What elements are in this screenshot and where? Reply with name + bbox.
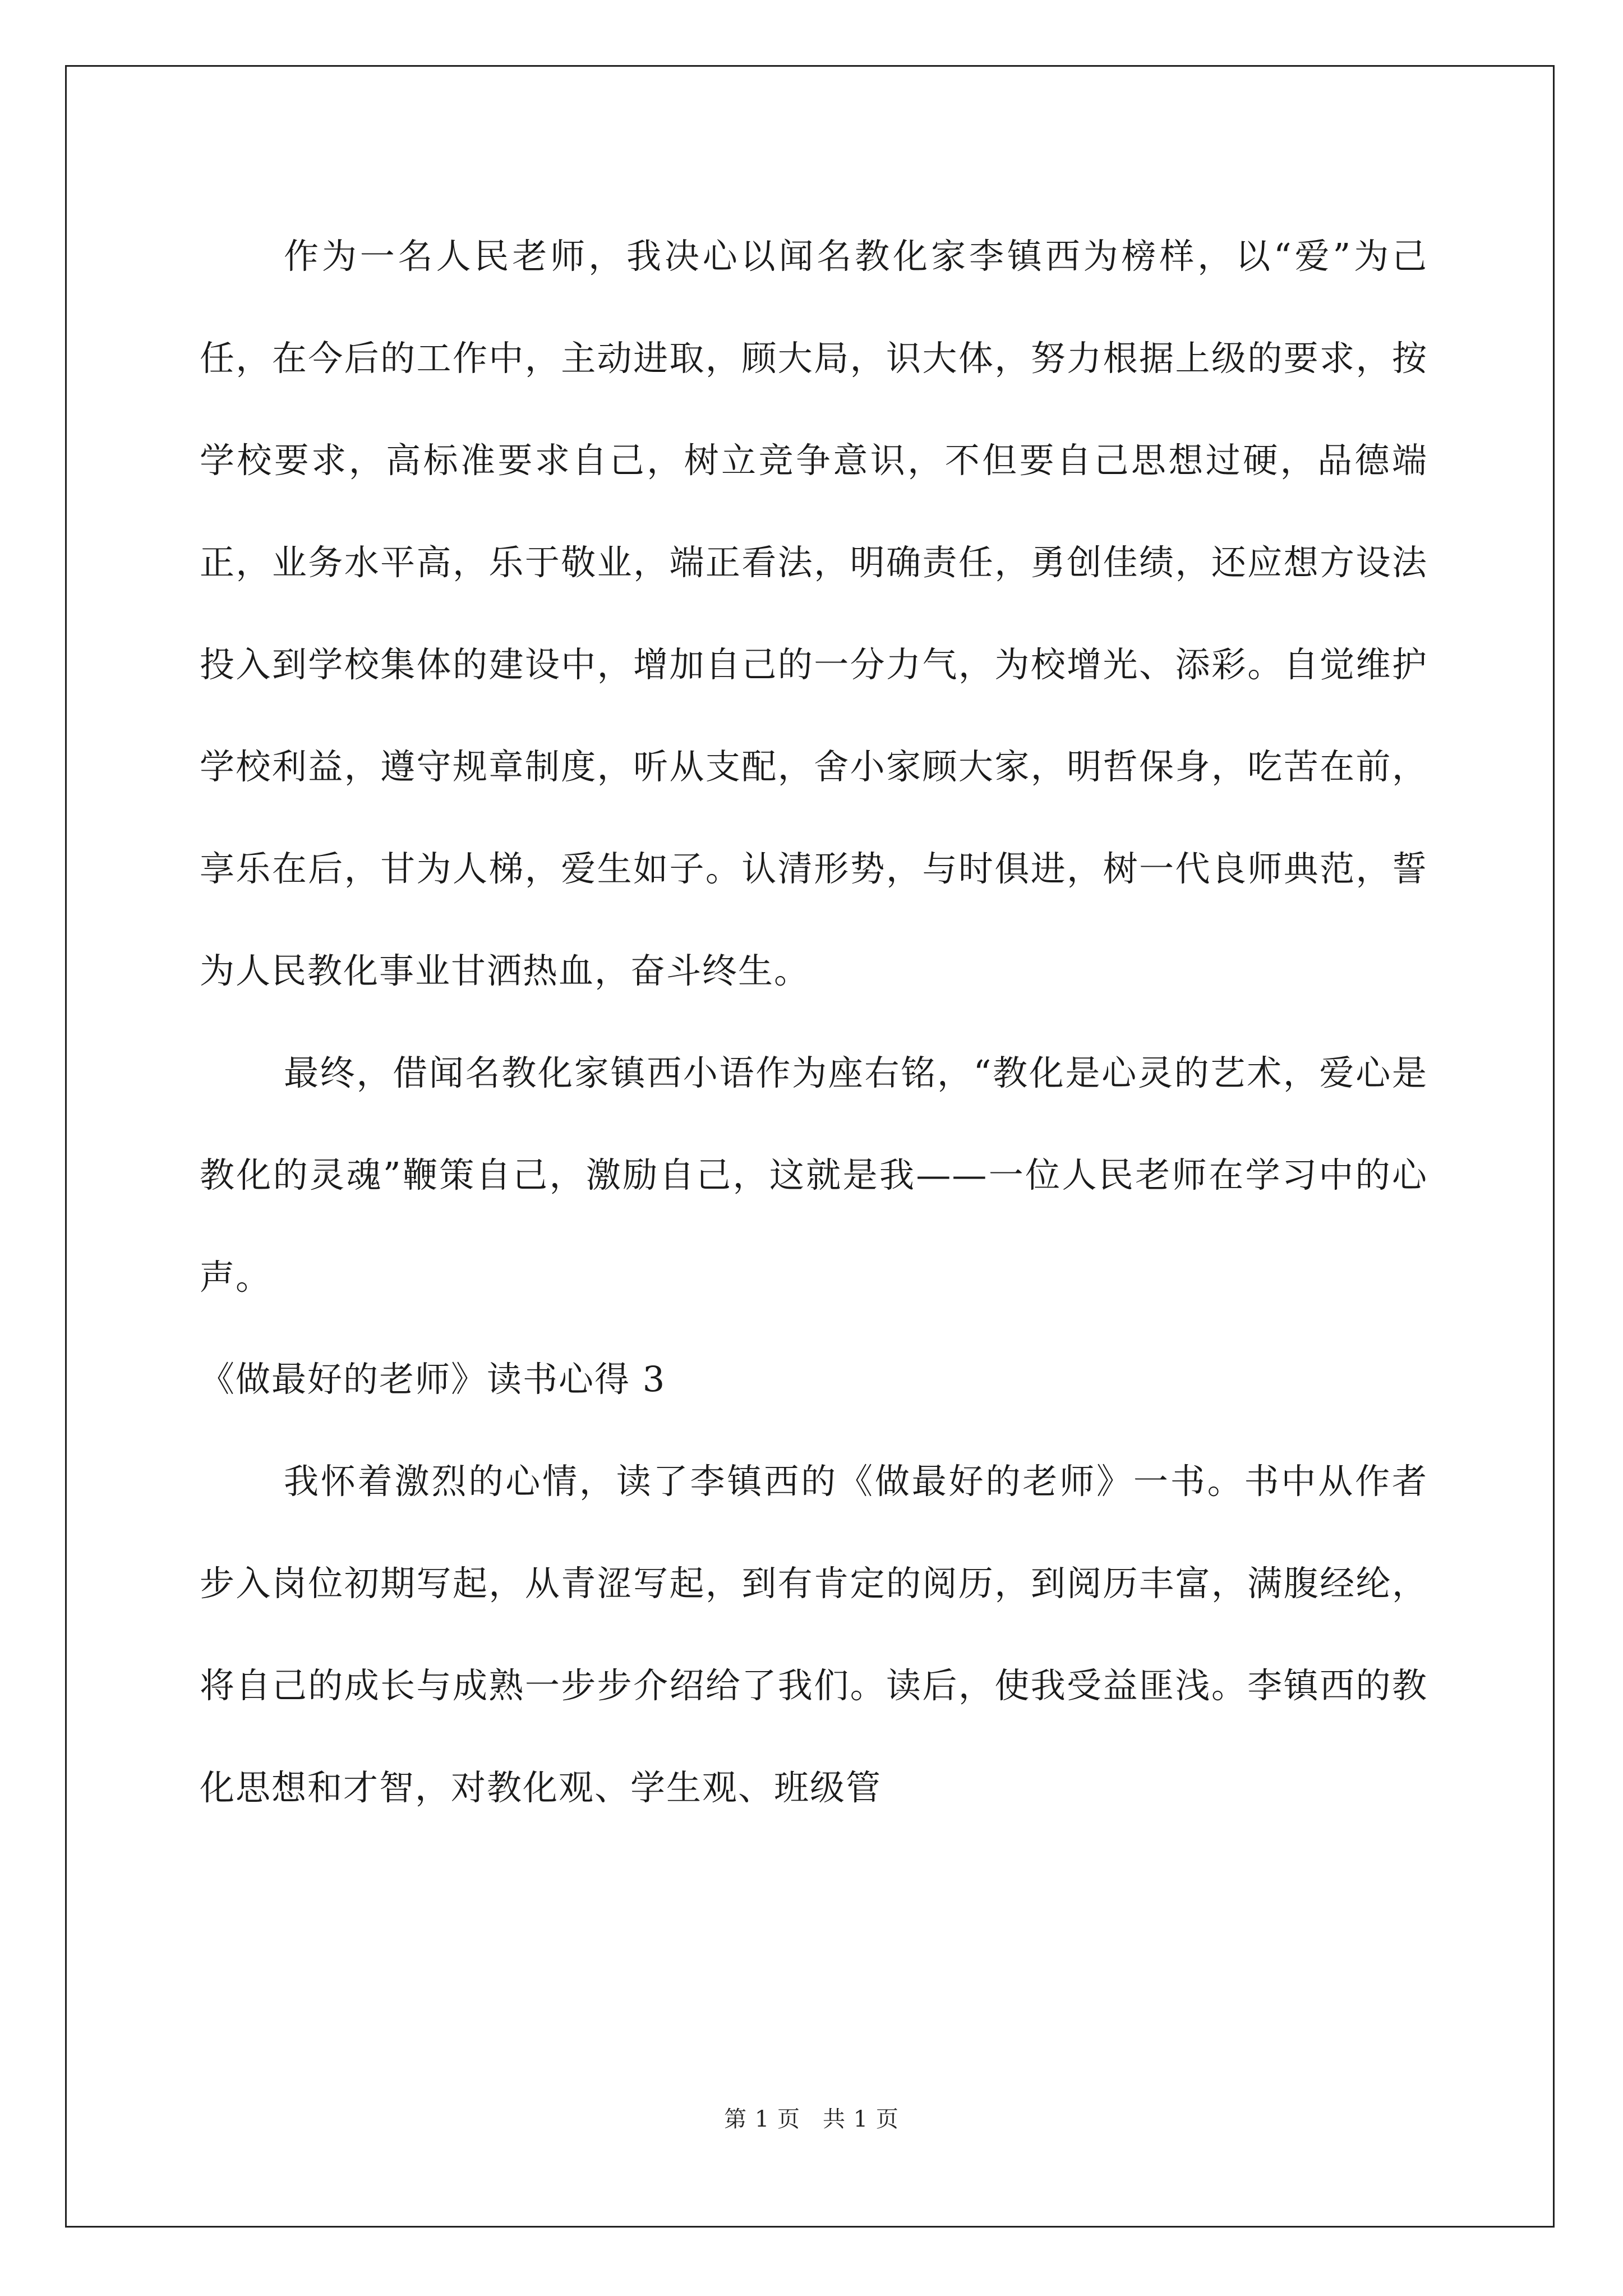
document-body (200, 205, 1428, 1839)
paragraph-2: 最终，借闻名教化家镇西小语作为座右铭，“教化是心灵的艺术，爱心是教化的灵魂”鞭策自己，激励自己，这就是我——一位人民老师在学习中的心声。 (200, 1052, 1428, 1297)
paragraph-3: 我怀着激烈的心情，读了李镇西的《做最好的老师》一书。书中从作者步入岗位初期写起，从青涩写起，到有肯定的阅历，到阅历丰富，满腹经纶，将自己的成长与成熟一步步介绍给了我们。读后，使我受益匪浅。李镇西的教化思想和才智，对教化观、学生观、班级管 (200, 1461, 1428, 1808)
section-heading: 《做最好的老师》读书心得 3 (200, 1359, 666, 1400)
paragraph-1: 作为一名人民老师，我决心以闻名教化家李镇西为榜样，以“爱”为己任，在今后的工作中，主动进取，顾大局，识大体，努力根据上级的要求，按学校要求，高标准要求自己，树立竞争意识，不但要自己思想过硬，品德端正，业务水平高，乐于敬业，端正看法，明确责任，勇创佳绩，还应想方设法投入到学校集体的建设中，增加自己的一分力气，为校增光、添彩。自觉维护学校利益，遵守规章制度，听从支配，舍小家顾大家，明哲保身，吃苦在前，享乐在后，甘为人梯，爱生如子。认清形势，与时俱进，树一代良师典范，誓为人民教化事业甘洒热血，奋斗终生。 (200, 236, 1428, 991)
page-total: 共 1 页 (823, 2106, 899, 2132)
page-number: 第 1 页 (724, 2106, 800, 2132)
page-footer (0, 2102, 1623, 2136)
